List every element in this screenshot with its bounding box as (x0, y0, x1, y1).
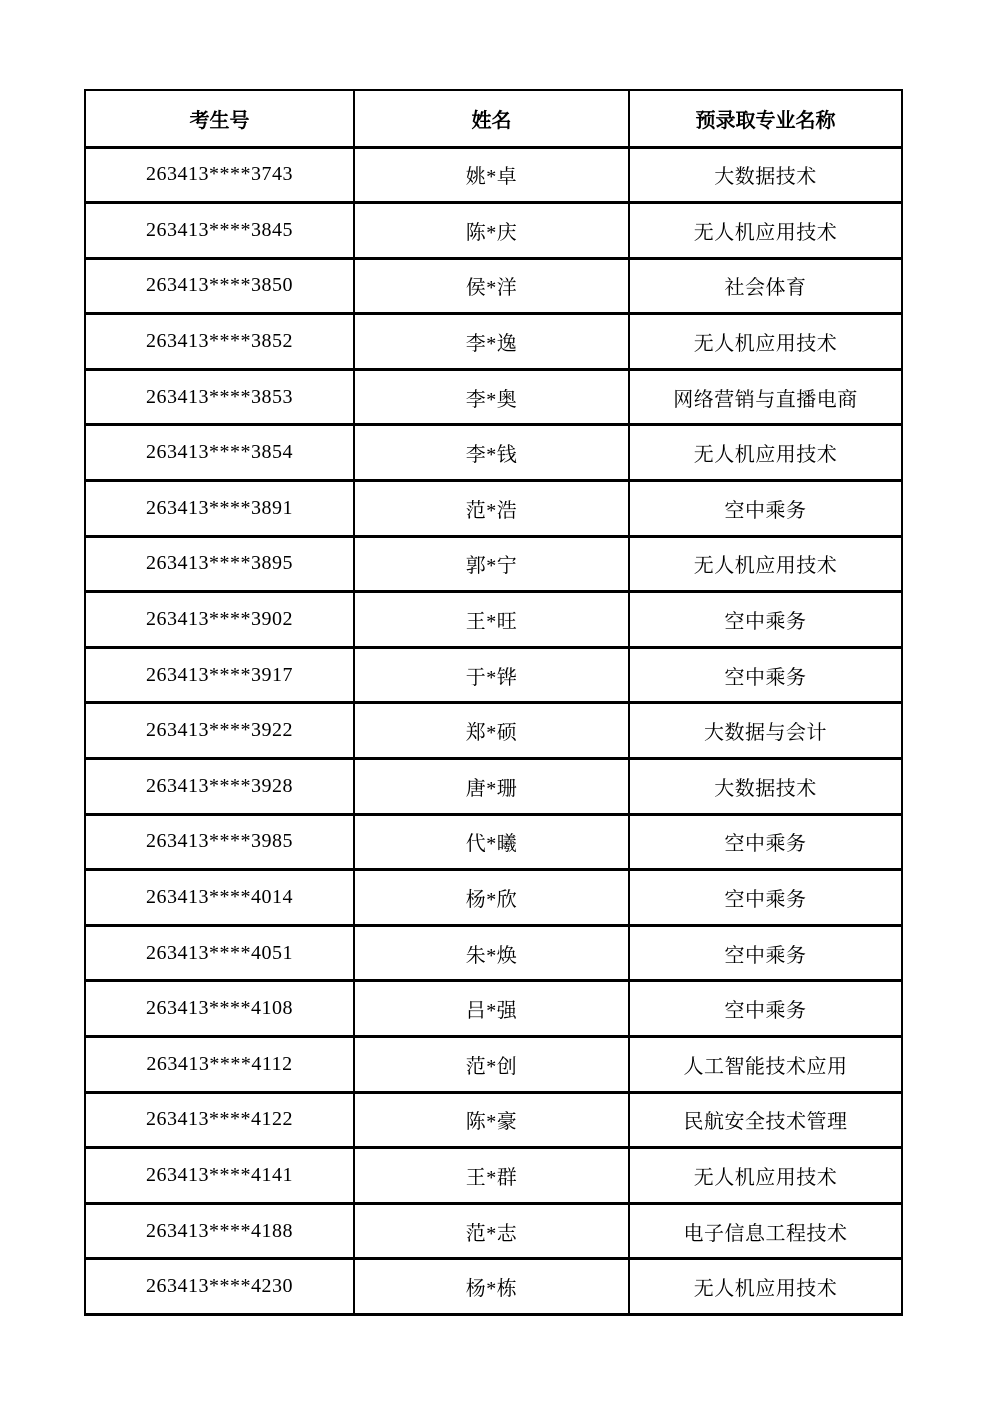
candidate-no-cell: 263413****3902 (85, 592, 354, 648)
name-cell: 郑*硕 (354, 703, 629, 759)
candidate-no-cell: 263413****3853 (85, 369, 354, 425)
table-row (85, 1037, 902, 1093)
candidate-no-cell: 263413****3845 (85, 203, 354, 259)
name-cell: 李*钱 (354, 425, 629, 481)
header-major: 预录取专业名称 (629, 90, 902, 147)
admission-list-table (84, 89, 903, 1316)
major-cell: 无人机应用技术 (629, 425, 902, 481)
major-cell: 无人机应用技术 (629, 314, 902, 370)
name-cell: 范*创 (354, 1037, 629, 1093)
major-cell: 无人机应用技术 (629, 1148, 902, 1204)
major-cell: 电子信息工程技术 (629, 1203, 902, 1259)
table-row (85, 258, 902, 314)
name-cell: 代*曦 (354, 814, 629, 870)
candidate-no-cell: 263413****4188 (85, 1203, 354, 1259)
table-row (85, 870, 902, 926)
table-row (85, 981, 902, 1037)
name-cell: 陈*庆 (354, 203, 629, 259)
major-cell: 大数据技术 (629, 147, 902, 203)
major-cell: 人工智能技术应用 (629, 1037, 902, 1093)
table-row (85, 1148, 902, 1204)
table-row (85, 1203, 902, 1259)
name-cell: 陈*豪 (354, 1092, 629, 1148)
name-cell: 王*群 (354, 1148, 629, 1204)
table-row (85, 925, 902, 981)
candidate-no-cell: 263413****4141 (85, 1148, 354, 1204)
candidate-no-cell: 263413****4230 (85, 1259, 354, 1315)
name-cell: 李*逸 (354, 314, 629, 370)
candidate-no-cell: 263413****3854 (85, 425, 354, 481)
header-candidate-no: 考生号 (85, 90, 354, 147)
major-cell: 无人机应用技术 (629, 1259, 902, 1315)
table-row (85, 814, 902, 870)
name-cell: 李*奥 (354, 369, 629, 425)
name-cell: 范*浩 (354, 481, 629, 537)
name-cell: 王*旺 (354, 592, 629, 648)
table-row (85, 314, 902, 370)
candidate-no-cell: 263413****3928 (85, 759, 354, 815)
candidate-no-cell: 263413****4122 (85, 1092, 354, 1148)
major-cell: 空中乘务 (629, 925, 902, 981)
major-cell: 社会体育 (629, 258, 902, 314)
major-cell: 空中乘务 (629, 592, 902, 648)
table-row (85, 369, 902, 425)
candidate-no-cell: 263413****3922 (85, 703, 354, 759)
name-cell: 姚*卓 (354, 147, 629, 203)
candidate-no-cell: 263413****3895 (85, 536, 354, 592)
table-row (85, 481, 902, 537)
major-cell: 空中乘务 (629, 647, 902, 703)
major-cell: 空中乘务 (629, 870, 902, 926)
name-cell: 杨*欣 (354, 870, 629, 926)
major-cell: 空中乘务 (629, 481, 902, 537)
table-row (85, 536, 902, 592)
candidate-no-cell: 263413****4108 (85, 981, 354, 1037)
name-cell: 郭*宁 (354, 536, 629, 592)
name-cell: 于*铧 (354, 647, 629, 703)
major-cell: 空中乘务 (629, 814, 902, 870)
name-cell: 朱*焕 (354, 925, 629, 981)
major-cell: 大数据与会计 (629, 703, 902, 759)
name-cell: 吕*强 (354, 981, 629, 1037)
major-cell: 民航安全技术管理 (629, 1092, 902, 1148)
header-name: 姓名 (354, 90, 629, 147)
name-cell: 范*志 (354, 1203, 629, 1259)
candidate-no-cell: 263413****4014 (85, 870, 354, 926)
table-row (85, 425, 902, 481)
major-cell: 无人机应用技术 (629, 203, 902, 259)
candidate-no-cell: 263413****4112 (85, 1037, 354, 1093)
table-row (85, 1259, 902, 1315)
candidate-no-cell: 263413****3743 (85, 147, 354, 203)
major-cell: 大数据技术 (629, 759, 902, 815)
candidate-no-cell: 263413****3917 (85, 647, 354, 703)
table-row (85, 1092, 902, 1148)
table-row (85, 592, 902, 648)
major-cell: 网络营销与直播电商 (629, 369, 902, 425)
name-cell: 侯*洋 (354, 258, 629, 314)
table-row (85, 759, 902, 815)
candidate-no-cell: 263413****3852 (85, 314, 354, 370)
candidate-no-cell: 263413****3891 (85, 481, 354, 537)
name-cell: 唐*珊 (354, 759, 629, 815)
table-body (85, 147, 902, 1314)
table-row (85, 703, 902, 759)
table-header-row (85, 90, 902, 147)
name-cell: 杨*栋 (354, 1259, 629, 1315)
table-row (85, 203, 902, 259)
candidate-no-cell: 263413****3850 (85, 258, 354, 314)
major-cell: 空中乘务 (629, 981, 902, 1037)
major-cell: 无人机应用技术 (629, 536, 902, 592)
candidate-no-cell: 263413****3985 (85, 814, 354, 870)
table-row (85, 147, 902, 203)
table-row (85, 647, 902, 703)
candidate-no-cell: 263413****4051 (85, 925, 354, 981)
